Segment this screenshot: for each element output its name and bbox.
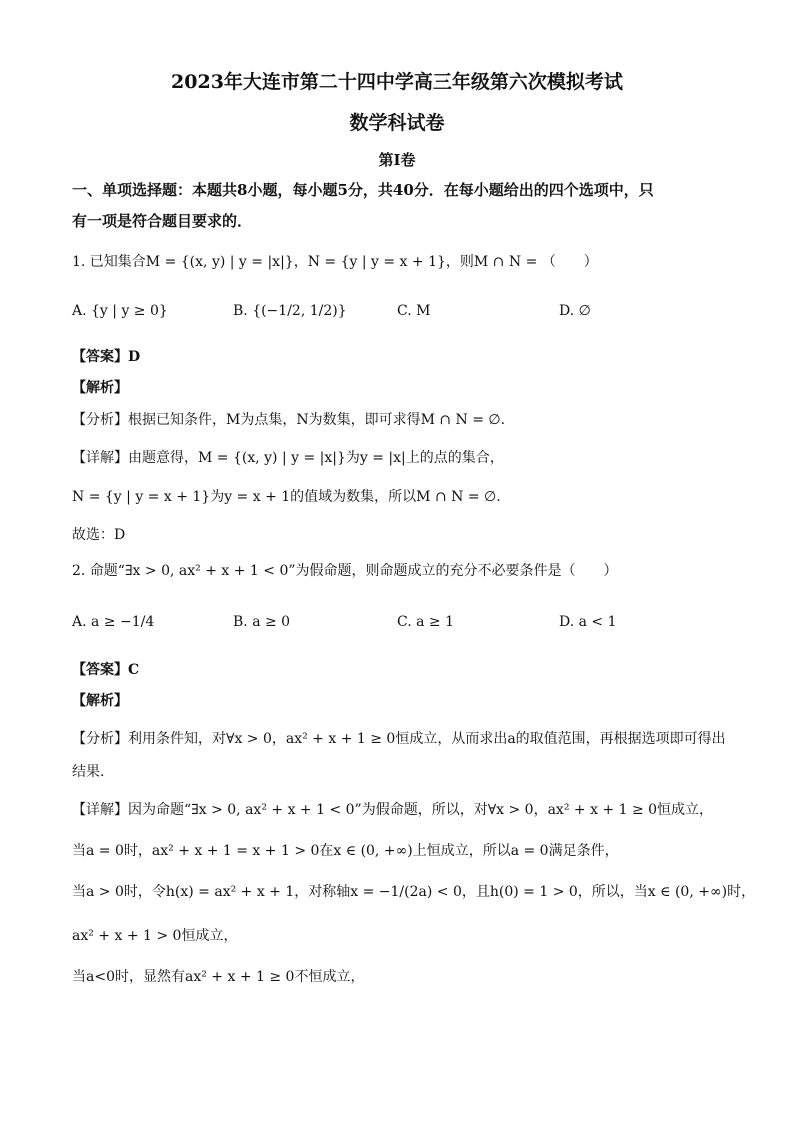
- q1-option-b: B. {(−1/2, 1/2)}: [233, 303, 347, 319]
- q2-option-c: C. a ≥ 1: [397, 614, 454, 630]
- q2-option-d: D. a < 1: [559, 614, 617, 630]
- section-instructions-line1: 一、单项选择题：本题共8小题，每小题5分，共40分．在每小题给出的四个选项中，只: [72, 181, 654, 199]
- q1-option-d: D. ∅: [559, 303, 591, 319]
- q1-answer: 【答案】D: [72, 349, 141, 365]
- q2-answer: 【答案】C: [72, 662, 140, 678]
- q2-option-b: B. a ≥ 0: [233, 614, 291, 630]
- q1-detail-line2: N = {y | y = x + 1}为y = x + 1的值域为数集，所以M ∩ N = ∅.: [72, 489, 501, 505]
- q2-fenxi-line2: 结果.: [72, 764, 105, 780]
- q1-fenxi: 【分析】根据已知条件，M为点集，N为数集，即可求得M ∩ N = ∅.: [72, 412, 506, 428]
- q1-stem: 1. 已知集合M = {(x, y) | y = |x|}，N = {y | y = x + 1}，则M ∩ N = （ ）: [72, 254, 598, 270]
- q2-analysis-heading: 【解析】: [72, 693, 128, 709]
- q1-choice: 故选：D: [72, 527, 126, 543]
- q1-detail-line1: 【详解】由题意得，M = {(x, y) | y = |x|}为y = |x|上的点的集合，: [72, 450, 504, 466]
- q2-stem: 2. 命题“∃x > 0, ax² + x + 1 < 0”为假命题，则命题成立的充分不必要条件是（ ）: [72, 563, 618, 579]
- exam-title: 2023年大连市第二十四中学高三年级第六次模拟考试: [171, 71, 623, 93]
- q2-fenxi-line1: 【分析】利用条件知，对∀x > 0，ax² + x + 1 ≥ 0恒成立，从而求出a的取值范围，再根据选项即可得出: [72, 731, 726, 747]
- volume-heading: 第I卷: [378, 151, 416, 169]
- q2-detail-line4: ax² + x + 1 > 0恒成立，: [72, 928, 238, 944]
- q2-option-a: A. a ≥ −1/4: [72, 614, 155, 630]
- q2-detail-line3: 当a > 0时，令h(x) = ax² + x + 1，对称轴x = −1/(2a) < 0，且h(0) = 1 > 0，所以，当x ∈ (0, +∞)时，: [72, 884, 756, 900]
- q2-detail-line1: 【详解】因为命题“∃x > 0, ax² + x + 1 < 0”为假命题，所以，对∀x > 0，ax² + x + 1 ≥ 0恒成立，: [72, 802, 714, 818]
- q2-detail-line2: 当a = 0时，ax² + x + 1 = x + 1 > 0在x ∈ (0, +∞)上恒成立，所以a = 0满足条件，: [72, 843, 619, 859]
- section-instructions-line2: 有一项是符合题目要求的．: [72, 212, 253, 230]
- q1-analysis-heading: 【解析】: [72, 380, 128, 396]
- q1-option-a: A. {y | y ≥ 0}: [72, 303, 168, 319]
- q1-option-c: C. M: [397, 303, 431, 319]
- exam-subtitle: 数学科试卷: [349, 112, 445, 134]
- q2-detail-line5: 当a<0时，显然有ax² + x + 1 ≥ 0不恒成立，: [72, 969, 365, 985]
